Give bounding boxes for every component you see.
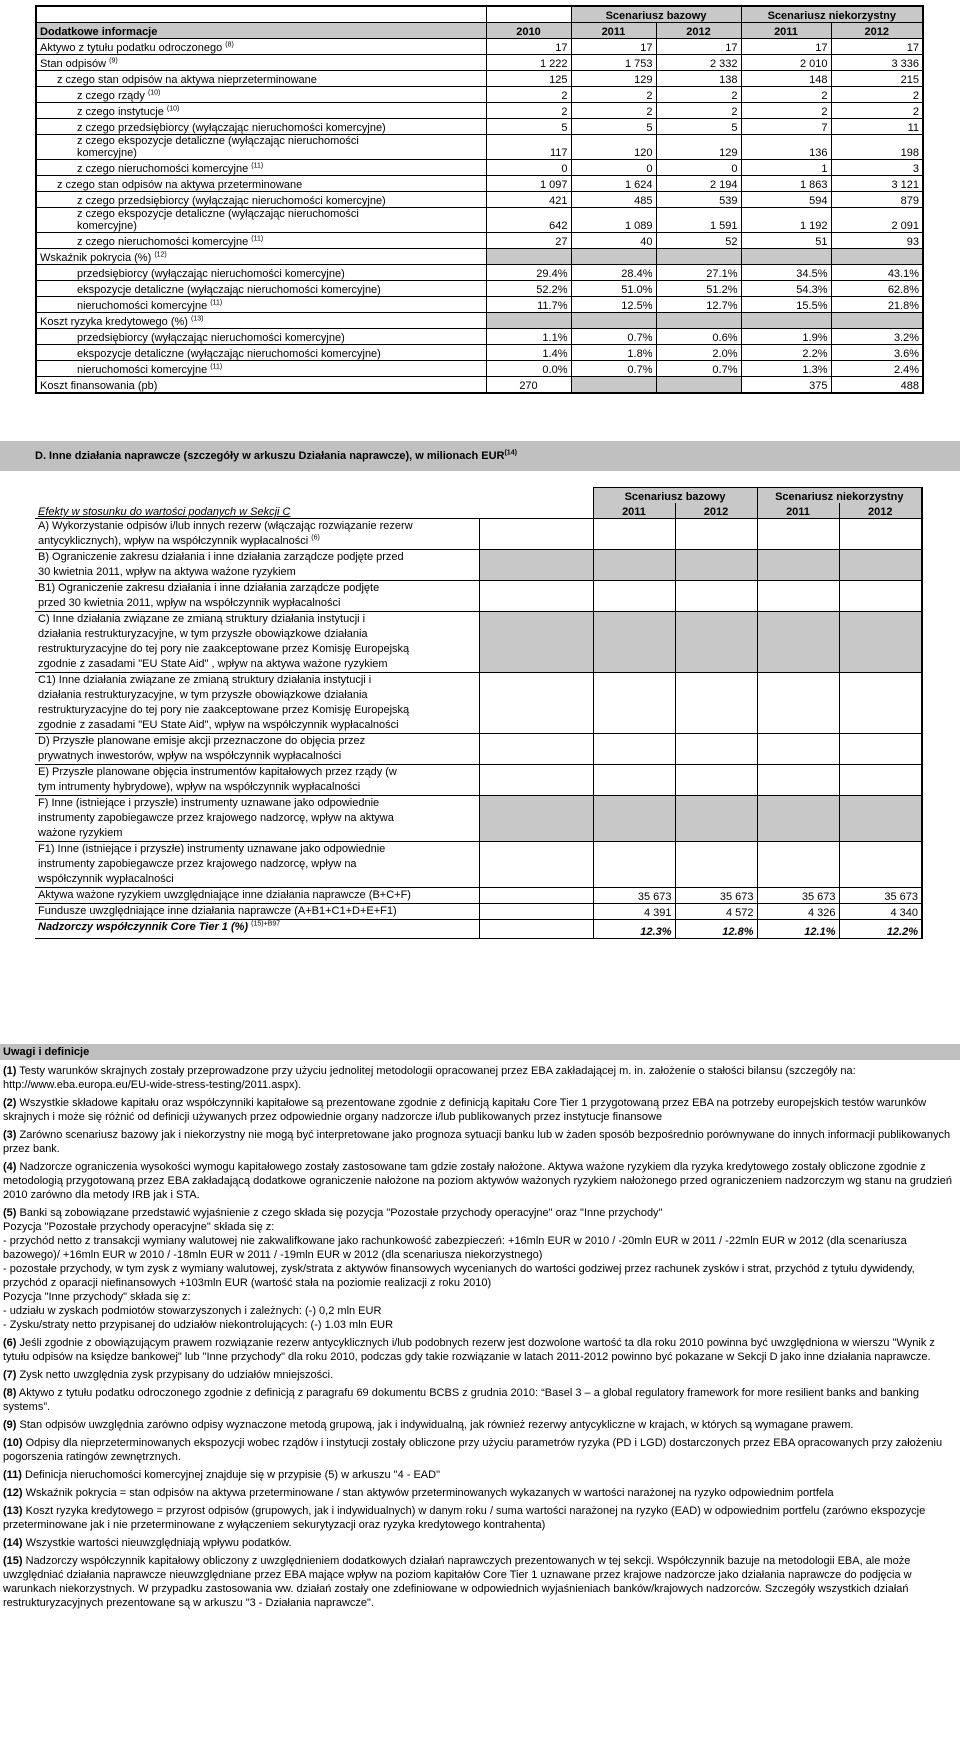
- table-row: [36, 265, 923, 281]
- note-item: (8) Aktywo z tytułu podatku odroczonego zgodnie z definicją z paragrafu 69 dokumentu BCBS z grudnia 2010: “Basel 3 – a global regulatory framework for more resilient banks and banking systems”.: [3, 1387, 919, 1413]
- value-cell: 17: [831, 39, 923, 55]
- value-cell: [675, 673, 757, 734]
- table-row: [36, 345, 923, 361]
- value-cell: [593, 842, 675, 888]
- value-cell: 5: [656, 119, 741, 135]
- value-cell: 3.2%: [831, 329, 923, 345]
- notes-list: [3, 1064, 957, 1614]
- value-cell: 594: [741, 192, 831, 208]
- table-row: [36, 313, 923, 329]
- value-cell: 2: [741, 87, 831, 103]
- value-cell: 7: [741, 119, 831, 135]
- table-row: [35, 888, 922, 904]
- value-cell: 62.8%: [831, 281, 923, 297]
- adverse-2012-header: 2012: [831, 23, 923, 39]
- value-cell: 29.4%: [486, 265, 571, 281]
- note-item: (14) Wszystkie wartości nieuwzględniają wpływu podatków.: [3, 1537, 292, 1549]
- value-cell: 1 089: [571, 208, 656, 233]
- value-cell: 1.9%: [741, 329, 831, 345]
- value-cell: 1 624: [571, 176, 656, 192]
- value-cell: 27.1%: [656, 265, 741, 281]
- value-cell: 421: [486, 192, 571, 208]
- note-item: (4) Nadzorcze ograniczenia wysokości wymogu kapitałowego zostały zastosowane tam gdzie zostały nałożone. Aktywa ważone ryzykiem dla ryzyka kredytowego zostały obliczone zgodnie z metodologią przygotowaną przez EBA zakładającą dodatkowe ograniczenie nałożone na poziom aktywów ważonych ryzykiem nałożonego przed ograniczeniem nadzorczym wg stanu na grudzień 2010 zarówno dla metody IRB jak i STA.: [3, 1161, 952, 1201]
- table-row: [35, 581, 922, 612]
- t2-base-scenario-header: Scenariusz bazowy: [593, 488, 757, 504]
- value-cell: [593, 519, 675, 550]
- value-cell: [757, 612, 839, 673]
- value-cell: 11: [831, 119, 923, 135]
- value-cell: [675, 765, 757, 796]
- value-cell: [839, 581, 922, 612]
- value-cell: [839, 765, 922, 796]
- value-cell: [656, 377, 741, 394]
- value-cell: [486, 249, 571, 265]
- row-label: z czego instytucje $^{(10)}$: [36, 103, 486, 119]
- value-cell: 125: [486, 71, 571, 87]
- row-label: A) Wykorzystanie odpisów i/lub innych rezerw (włączając rozwiązanie rezerw antycyklicznych), wpływ na współczynnik wypłacalności $^{(6)}$: [35, 519, 479, 550]
- value-cell: [757, 550, 839, 581]
- section-d-title: D. Inne działania naprawcze (szczegóły w arkuszu Działania naprawcze), w milionach EUR$^{(14)}$: [35, 449, 517, 462]
- row-label: Aktywa ważone ryzykiem uwzględniające inne działania naprawcze (B+C+F): [35, 888, 479, 904]
- row-label: z czego ekspozycje detaliczne (wyłączając nieruchomości komercyjne): [36, 208, 486, 233]
- value-cell: [656, 249, 741, 265]
- value-cell: [593, 612, 675, 673]
- value-cell: 136: [741, 135, 831, 160]
- row-label: Fundusze uwzględniające inne działania naprawcze (A+B1+C1+D+E+F1): [35, 904, 479, 920]
- value-cell: 117: [486, 135, 571, 160]
- table-row: [36, 87, 923, 103]
- table1-title: Dodatkowe informacje: [36, 23, 486, 39]
- value-cell: 120: [571, 135, 656, 160]
- value-cell: 1.1%: [486, 329, 571, 345]
- row-label: z czego przedsiębiorcy (wyłączając nieruchomości komercyjne): [36, 192, 486, 208]
- value-cell: 51: [741, 233, 831, 249]
- row-label: C) Inne działania związane ze zmianą struktury działania instytucji i działania restrukturyzacyjne, w tym przyszłe obowiązkowe działania restrukturyzacyjne do tej pory nie zaakceptowane przez Komisję Europejską zgodnie z zasadami "EU State Aid" , wpływ na aktywa ważone ryzykiem: [35, 612, 479, 673]
- table-row: [36, 361, 923, 377]
- value-cell: 35 673: [675, 888, 757, 904]
- value-cell: 2 332: [656, 55, 741, 71]
- table-row: [36, 192, 923, 208]
- note-item: (2) Wszystkie składowe kapitału oraz współczynniki kapitałowe są prezentowane zgodnie z definicją kapitału Core Tier 1 przygotowaną przez EBA na potrzeby europejskich testów warunków skrajnych i może się różnić od definicji używanych przez odpowiednie organy nadzorcze i/lub publikowanych przez instytucje finansowe: [3, 1097, 927, 1123]
- value-cell: 0: [656, 160, 741, 176]
- value-cell: 539: [656, 192, 741, 208]
- value-cell: 1 753: [571, 55, 656, 71]
- value-cell: [839, 519, 922, 550]
- table2-header-row-1: [35, 488, 922, 504]
- table-row: [36, 135, 923, 160]
- value-cell: [656, 313, 741, 329]
- value-cell: 198: [831, 135, 923, 160]
- value-cell: 28.4%: [571, 265, 656, 281]
- value-cell: 1 097: [486, 176, 571, 192]
- base-2012-header: 2012: [656, 23, 741, 39]
- value-cell: 17: [571, 39, 656, 55]
- value-cell: 1.3%: [741, 361, 831, 377]
- value-cell: 2: [486, 87, 571, 103]
- row-label: z czego nieruchomości komercyjne $^{(11)}$: [36, 160, 486, 176]
- value-cell: 0.0%: [486, 361, 571, 377]
- value-cell: 2: [486, 103, 571, 119]
- row-label: Wskaźnik pokrycia (%) $^{(12)}$: [36, 249, 486, 265]
- value-cell: 12.2%: [839, 920, 922, 939]
- row-label: F1) Inne (istniejące i przyszłe) instrumenty uznawane jako odpowiednie instrumenty zapobiegawcze przez krajowego nadzorcę, wpływ na współczynnik wypłacalności: [35, 842, 479, 888]
- row-label: Koszt finansowania (pb): [36, 377, 486, 394]
- value-cell: 27: [486, 233, 571, 249]
- value-cell: [593, 581, 675, 612]
- value-cell: [757, 765, 839, 796]
- row-label: Nadzorczy współczynnik Core Tier 1 (%) $^{(15)+B97}$: [35, 920, 479, 939]
- value-cell: 0: [486, 160, 571, 176]
- note-item: (9) Stan odpisów uwzględnia zarówno odpisy wyznaczone metodą grupową, jak i indywidualną, jak również rezerwy antycykliczne w krajach, w których są wymagane prawem.: [3, 1419, 854, 1431]
- value-cell: 12.8%: [675, 920, 757, 939]
- note-item: (10) Odpisy dla nieprzeterminowanych ekspozycji wobec rządów i instytucji zostały obliczone przy użyciu parametrów ryzyka (PD i LGD) dostarczonych przez EBA opracowanych przy założeniu pogorszenia ratingów zewnętrznych.: [3, 1437, 943, 1463]
- value-cell: 93: [831, 233, 923, 249]
- row-label: Stan odpisów $^{(9)}$: [36, 55, 486, 71]
- row-label: z czego stan odpisów na aktywa przeterminowane: [36, 176, 486, 192]
- value-cell: 17: [486, 39, 571, 55]
- row-label: B) Ograniczenie zakresu działania i inne działania zarządcze podjęte przed 30 kwietnia 2011, wpływ na aktywa ważone ryzykiem: [35, 550, 479, 581]
- table-row: [35, 734, 922, 765]
- value-cell: 3: [831, 160, 923, 176]
- table2-header-label: Efekty w stosunku do wartości podanych w Sekcji C: [35, 503, 479, 519]
- table-row: [36, 160, 923, 176]
- table-row: [35, 920, 922, 939]
- value-cell: 51.0%: [571, 281, 656, 297]
- value-cell: [593, 765, 675, 796]
- table-row: [36, 39, 923, 55]
- value-cell: [675, 550, 757, 581]
- value-cell: [839, 612, 922, 673]
- value-cell: [839, 796, 922, 842]
- value-cell: 129: [656, 135, 741, 160]
- value-cell: [593, 673, 675, 734]
- value-cell: [757, 673, 839, 734]
- t2-adverse-2011-header: 2011: [757, 503, 839, 519]
- value-cell: 12.7%: [656, 297, 741, 313]
- note-item: (6) Jeśli zgodnie z obowiązującym prawem rozwiązanie rezerw antycyklicznych i/lub podobnych rezerw jest dozwolone wartość ta dla roku 2010 powinna być uwzględniona w wierszu "Wynik z tytułu odpisów na księdze bankowej" lub "Inne przychody" dla roku 2010, podczas gdy takie rozwiązanie w latach 2011-2012 powinno być pokazane w Sekcji D jako inne działania naprawcze.: [3, 1337, 935, 1363]
- note-item: (7) Zysk netto uwzględnia zysk przypisany do udziałów mniejszości.: [3, 1369, 334, 1381]
- value-cell: [593, 796, 675, 842]
- value-cell: [593, 550, 675, 581]
- note-item: (3) Zarówno scenariusz bazowy jak i niekorzystny nie mogą być interpretowane jako prognoza sytuacji banku lub w żaden sposób bezpośrednio porównywane do innych informacji publikowanych przez bank.: [3, 1129, 951, 1155]
- value-cell: 2 010: [741, 55, 831, 71]
- value-cell: [831, 313, 923, 329]
- note-item: (11) Definicja nieruchomości komercyjnej znajduje się w przypisie (5) w arkuszu "4 - EAD": [3, 1469, 440, 1481]
- base-2011-header: 2011: [571, 23, 656, 39]
- row-label: z czego ekspozycje detaliczne (wyłączając nieruchomości komercyjne): [36, 135, 486, 160]
- value-cell: [757, 519, 839, 550]
- row-label: Aktywo z tytułu podatku odroczonego $^{(8)}$: [36, 39, 486, 55]
- value-cell: 52: [656, 233, 741, 249]
- value-cell: 879: [831, 192, 923, 208]
- t2-adverse-2012-header: 2012: [839, 503, 922, 519]
- value-cell: 3.6%: [831, 345, 923, 361]
- table-row: [36, 119, 923, 135]
- table2-header-row-2: [35, 503, 922, 519]
- value-cell: [675, 519, 757, 550]
- table-row: [35, 673, 922, 734]
- value-cell: 2: [571, 103, 656, 119]
- table-row: [36, 297, 923, 313]
- value-cell: [741, 313, 831, 329]
- notes-title: Uwagi i definicje: [3, 1046, 90, 1058]
- value-cell: 1 863: [741, 176, 831, 192]
- row-label: z czego stan odpisów na aktywa nieprzeterminowane: [36, 71, 486, 87]
- value-cell: 1.8%: [571, 345, 656, 361]
- value-cell: 2: [571, 87, 656, 103]
- value-cell: 5: [571, 119, 656, 135]
- row-label: C1) Inne działania związane ze zmianą struktury działania instytucji i działania restrukturyzacyjne, w tym przyszłe obowiązkowe działania restrukturyzacyjne do tej pory nie zaakceptowane przez Komisję Europejską zgodnie z zasadami "EU State Aid", wpływ na współczynnik wypłacalności: [35, 673, 479, 734]
- table-row: [35, 842, 922, 888]
- value-cell: [757, 581, 839, 612]
- value-cell: 2: [741, 103, 831, 119]
- table-row: [36, 176, 923, 192]
- value-cell: [831, 249, 923, 265]
- value-cell: 1.4%: [486, 345, 571, 361]
- value-cell: 0.7%: [571, 361, 656, 377]
- value-cell: 4 340: [839, 904, 922, 920]
- value-cell: [593, 734, 675, 765]
- value-cell: 270: [486, 377, 571, 394]
- year-2010-header: 2010: [486, 23, 571, 39]
- value-cell: 17: [656, 39, 741, 55]
- row-label: E) Przyszłe planowane objęcia instrumentów kapitałowych przez rządy (w tym intrumenty hybrydowe), wpływ na współczynnik wypłacalności: [35, 765, 479, 796]
- value-cell: 2.2%: [741, 345, 831, 361]
- value-cell: 43.1%: [831, 265, 923, 281]
- value-cell: [839, 842, 922, 888]
- value-cell: 51.2%: [656, 281, 741, 297]
- value-cell: 2 091: [831, 208, 923, 233]
- row-label: F) Inne (istniejące i przyszłe) instrumenty uznawane jako odpowiednie instrumenty zapobiegawcze przez krajowego nadzorcę, wpływ na aktywa ważone ryzykiem: [35, 796, 479, 842]
- value-cell: 5: [486, 119, 571, 135]
- row-label: przedsiębiorcy (wyłączając nieruchomości komercyjne): [36, 329, 486, 345]
- value-cell: 148: [741, 71, 831, 87]
- row-label: nieruchomości komercyjne $^{(11)}$: [36, 361, 486, 377]
- value-cell: 12.3%: [593, 920, 675, 939]
- value-cell: 0.7%: [656, 361, 741, 377]
- value-cell: [486, 313, 571, 329]
- table1-header-row-2: [36, 23, 923, 39]
- table-row: [36, 377, 923, 394]
- value-cell: 2 194: [656, 176, 741, 192]
- value-cell: 4 326: [757, 904, 839, 920]
- additional-info-table: [35, 5, 924, 394]
- value-cell: 0: [571, 160, 656, 176]
- value-cell: 1: [741, 160, 831, 176]
- value-cell: [757, 796, 839, 842]
- value-cell: [675, 581, 757, 612]
- value-cell: 35 673: [839, 888, 922, 904]
- value-cell: [675, 796, 757, 842]
- row-label: Koszt ryzyka kredytowego (%) $^{(13)}$: [36, 313, 486, 329]
- table1-header-row-1: [36, 6, 923, 23]
- value-cell: [757, 842, 839, 888]
- t2-base-2012-header: 2012: [675, 503, 757, 519]
- row-label: z czego rządy $^{(10)}$: [36, 87, 486, 103]
- value-cell: 3 121: [831, 176, 923, 192]
- table-row: [36, 249, 923, 265]
- value-cell: [675, 612, 757, 673]
- table-row: [35, 796, 922, 842]
- notes-header: [0, 1044, 960, 1060]
- value-cell: [757, 734, 839, 765]
- value-cell: 1 591: [656, 208, 741, 233]
- value-cell: [839, 673, 922, 734]
- note-item: (13) Koszt ryzyka kredytowego = przyrost odpisów (grupowych, jak i indywidualnych) w danym roku / suma wartości narażonej na ryzyko (EAD) w odpowiednim portfelu (zarówno ekspozycje przeterminowane jak i nie przeterminowane z wyłączeniem sekurytyzacji oraz ryzyka kredytowego kontrahenta): [3, 1505, 926, 1531]
- value-cell: [675, 842, 757, 888]
- row-label: z czego nieruchomości komercyjne $^{(11)}$: [36, 233, 486, 249]
- value-cell: 35 673: [757, 888, 839, 904]
- value-cell: 4 391: [593, 904, 675, 920]
- value-cell: 129: [571, 71, 656, 87]
- value-cell: 488: [831, 377, 923, 394]
- value-cell: 485: [571, 192, 656, 208]
- table-row: [36, 55, 923, 71]
- row-label: z czego przedsiębiorcy (wyłączając nieruchomości komercyjne): [36, 119, 486, 135]
- value-cell: [839, 550, 922, 581]
- value-cell: 2: [656, 103, 741, 119]
- table-row: [36, 103, 923, 119]
- value-cell: 21.8%: [831, 297, 923, 313]
- section-d-header: [0, 441, 960, 471]
- note-item: (15) Nadzorczy współczynnik kapitałowy obliczony z uwzględnieniem dodatkowych działań naprawczych prezentowanych w tej sekcji. Współczynnik bazuje na metodologii EBA, ale może uwzględniać działania naprawcze nieuwzględniane przez EBA mające wpływ na poziom kapitałów Core Tier 1 uznawane przez krajowe nadzorcze jako działania naprawcze do podjęcia w warunkach niekorzystnych. W przypadku zastosowania ww. działań zostały one zdefiniowane w odpowiednich wyjaśnieniach banków/krajowych nadzorców. Szczegóły wszystkich działań restrukturyzacyjnych prezentowane są w arkuszu "3 - Działania naprawcze".: [3, 1555, 912, 1609]
- table-row: [35, 519, 922, 550]
- table-row: [35, 765, 922, 796]
- value-cell: 54.3%: [741, 281, 831, 297]
- value-cell: 3 336: [831, 55, 923, 71]
- t2-base-2011-header: 2011: [593, 503, 675, 519]
- table-row: [36, 329, 923, 345]
- value-cell: [571, 313, 656, 329]
- adverse-scenario-header: Scenariusz niekorzystny: [741, 6, 923, 23]
- value-cell: 1 192: [741, 208, 831, 233]
- value-cell: 12.5%: [571, 297, 656, 313]
- value-cell: 642: [486, 208, 571, 233]
- value-cell: [675, 734, 757, 765]
- table-row: [35, 904, 922, 920]
- base-scenario-header: Scenariusz bazowy: [571, 6, 741, 23]
- value-cell: [571, 377, 656, 394]
- value-cell: 35 673: [593, 888, 675, 904]
- value-cell: 375: [741, 377, 831, 394]
- table-row: [35, 550, 922, 581]
- row-label: B1) Ograniczenie zakresu działania i inne działania zarządcze podjęte przed 30 kwietnia 2011, wpływ na współczynnik wypłacalności: [35, 581, 479, 612]
- value-cell: [839, 734, 922, 765]
- table-row: [36, 281, 923, 297]
- value-cell: 0.7%: [571, 329, 656, 345]
- t2-adverse-scenario-header: Scenariusz niekorzystny: [757, 488, 922, 504]
- value-cell: 215: [831, 71, 923, 87]
- value-cell: 2.0%: [656, 345, 741, 361]
- note-item: (12) Wskaźnik pokrycia = stan odpisów na aktywa przeterminowane / stan aktywów przeterminowanych wykazanych w wartości narażonej na ryzyko odpowiednim portfela: [3, 1487, 834, 1499]
- value-cell: [571, 249, 656, 265]
- row-label: D) Przyszłe planowane emisje akcji przeznaczone do objęcia przez prywatnych inwestorów, wpływ na współczynnik wypłacalności: [35, 734, 479, 765]
- adverse-2011-header: 2011: [741, 23, 831, 39]
- value-cell: 52.2%: [486, 281, 571, 297]
- value-cell: 15.5%: [741, 297, 831, 313]
- value-cell: 2.4%: [831, 361, 923, 377]
- value-cell: 2: [831, 87, 923, 103]
- value-cell: 40: [571, 233, 656, 249]
- note-item: (5) Banki są zobowiązane przedstawić wyjaśnienie z czego składa się pozycja "Pozostałe przychody operacyjne" oraz "Inne przychody" Pozycja "Pozostałe przychody operacyjne" składa się z: - przychód netto z transakcji wymiany walutowej nie zakwalifkowane jako rachunkowość zabezpieczeń: +16mln EUR w 2010 / -20mln EUR w 2011 / -22mln EUR w 2012 (dla scenariusza bazowego)/ +16mln EUR w 2010 / -18mln EUR w 2011 / -19mln EUR w 2012 (dla scenariusza niekorzystnego) - pozostałe przychody, w tym zysk z wymiany walutowej, zysk/strata z aktywów finansowych wycenianych do wartości godziwej przez rachunek zysków i strat, przychód z tytułu dywidendy, przychód z oparacji niefinansowych +103mln EUR (wartość stała na poziomie realizacji z roku 2010) Pozycja "Inne przychody" składa się z: - udziału w zyskach podmiotów stowarzyszonych i zależnych: (-) 0,2 mln EUR - Zysku/straty netto przypisanej do udziałów niekontrolujących: (-) 1.03 mln EUR: [3, 1207, 915, 1331]
- table-row: [36, 233, 923, 249]
- table-row: [35, 612, 922, 673]
- value-cell: 138: [656, 71, 741, 87]
- value-cell: 1 222: [486, 55, 571, 71]
- row-label: ekspozycje detaliczne (wyłączając nieruchomości komercyjne): [36, 281, 486, 297]
- value-cell: 11.7%: [486, 297, 571, 313]
- row-label: nieruchomości komercyjne $^{(11)}$: [36, 297, 486, 313]
- value-cell: 12.1%: [757, 920, 839, 939]
- remedial-actions-table: [35, 487, 923, 939]
- row-label: ekspozycje detaliczne (wyłączając nieruchomości komercyjne): [36, 345, 486, 361]
- value-cell: 17: [741, 39, 831, 55]
- table-row: [36, 71, 923, 87]
- note-item: (1) Testy warunków skrajnych zostały przeprowadzone przy użyciu jednolitej metodologii opracowanej przez EBA zakładającej m. in. założenie o stałości bilansu (szczegóły na: http://www.eba.europa.eu/EU-wide-stress-testing/2011.aspx).: [3, 1065, 856, 1091]
- value-cell: 34.5%: [741, 265, 831, 281]
- row-label: przedsiębiorcy (wyłączając nieruchomości komercyjne): [36, 265, 486, 281]
- value-cell: [741, 249, 831, 265]
- value-cell: 4 572: [675, 904, 757, 920]
- table-row: [36, 208, 923, 233]
- value-cell: 2: [656, 87, 741, 103]
- value-cell: 2: [831, 103, 923, 119]
- value-cell: 0.6%: [656, 329, 741, 345]
